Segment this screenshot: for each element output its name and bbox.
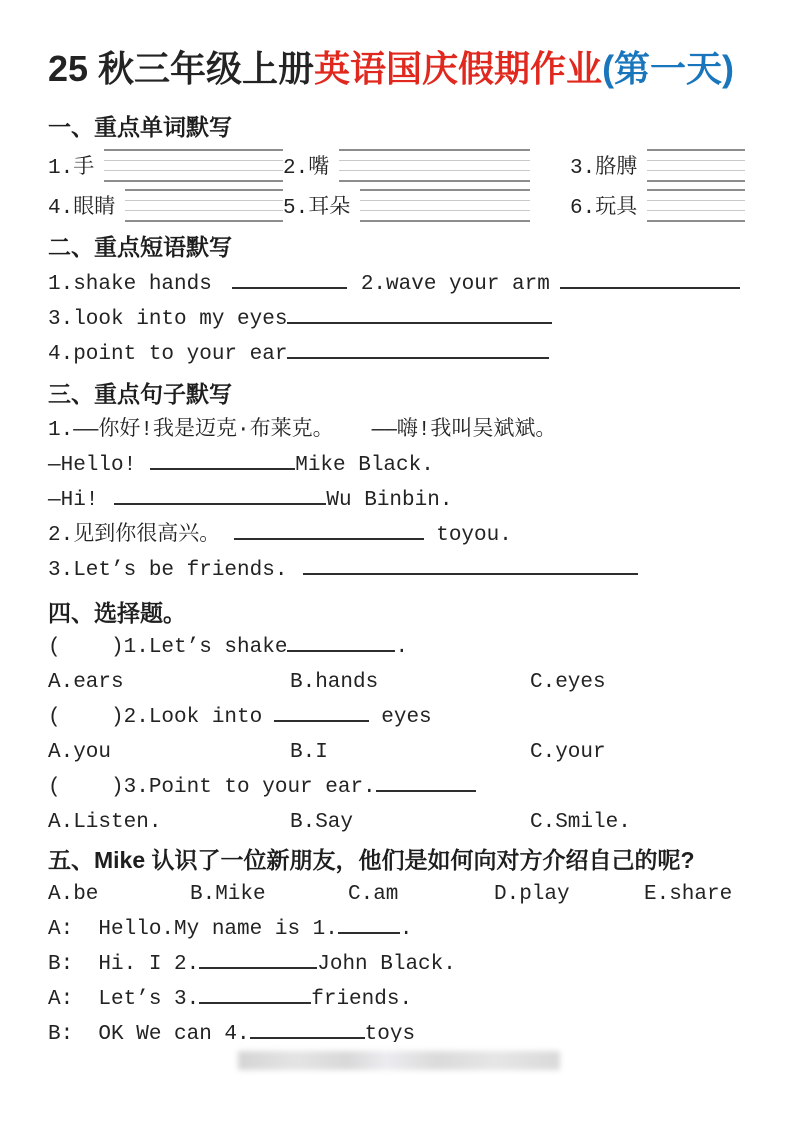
word-label: 4.眼睛 [48,197,116,220]
option-e: E.share [644,883,733,906]
option-b: B.hands [290,671,379,694]
answer-blank [199,1002,311,1004]
sentence-cn-2: ——嗨!我叫吴斌斌。 [371,419,557,442]
sentence-en: —Hi! [48,489,99,512]
word-item-2 [283,149,530,182]
phrase-3: 3.look into my eyes [48,308,288,331]
phrase-4: 4.point to your ear [48,343,288,366]
sentence-line-2 [48,448,745,483]
page-title [48,46,745,92]
option-c: C.Smile. [530,811,631,834]
title-prefix: 25 秋三年级上册 [48,48,315,89]
mc-options-1 [48,665,745,700]
word-label: 3.胳膊 [570,157,638,180]
section3-heading: 三、重点句子默写 [48,381,232,407]
option-a: A.ears [48,671,124,694]
option-d: D.play [494,883,570,906]
sentence-en: 3.Let’s be friends. [48,559,288,582]
writing-guide [104,149,283,182]
option-a: A.be [48,883,99,906]
answer-blank [150,468,295,470]
answer-blank [114,503,326,505]
word-row-1 [48,145,745,185]
section5-heading: 五、Mike 认识了一位新朋友，他们是如何向对方介绍自己的呢? [48,847,695,873]
dialogue-tail: John Black. [317,953,456,976]
word-bank [48,877,745,912]
option-b: B.Mike [190,883,266,906]
word-item-6 [570,189,745,222]
mc-options-3 [48,805,745,840]
section2-heading: 二、重点短语默写 [48,234,232,260]
sentence-line-4 [48,518,745,553]
word-item-4 [48,189,283,222]
mc-question-2 [48,700,745,735]
writing-guide [125,189,283,222]
sentence-line-3 [48,483,745,518]
option-b: B.I [290,741,328,764]
dialogue-tail: . [399,918,413,941]
writing-guide [647,149,745,182]
phrase-2: 2.wave your arm [360,273,550,296]
phrase-line-1 [48,267,745,302]
option-c: C.eyes [530,671,606,694]
sentence-en-tail: Wu Binbin. [326,489,453,512]
option-c: C.your [530,741,606,764]
answer-blank [338,932,400,934]
sentence-en-tail: Mike Black. [295,454,434,477]
sentence-cn: 2.见到你很高兴。 [48,524,221,547]
word-label: 5.耳朵 [283,197,351,220]
answer-blank [232,287,347,289]
answer-blank [303,573,638,575]
dialogue-text: A: Let’s 3. [48,988,200,1011]
dialogue-text: A: Hello.My name is 1. [48,918,338,941]
sentence-en-tail: toyou. [436,524,512,547]
dialogue-text: B: Hi. I 2. [48,953,200,976]
answer-blank [250,1037,365,1039]
word-item-3 [570,149,745,182]
question-text: ( )3.Point to your ear. [48,776,376,799]
question-text: ( )1.Let’s shake [48,636,288,659]
answer-blank [560,287,740,289]
answer-blank [376,790,476,792]
answer-blank [199,967,317,969]
word-label: 6.玩具 [570,197,638,220]
writing-guide [339,149,530,182]
mc-question-1 [48,630,745,665]
option-a: A.Listen. [48,811,162,834]
question-text: ( )2.Look into [48,706,263,729]
answer-blank [274,720,369,722]
writing-guide [360,189,530,222]
blurred-watermark [238,1051,560,1070]
option-b: B.Say [290,811,354,834]
dialogue-tail: toys [364,1023,416,1042]
dialogue-tail: friends. [311,988,413,1011]
section4-heading: 四、选择题。 [48,600,186,626]
option-c: C.am [348,883,399,906]
title-suffix: (第一天) [602,48,735,89]
phrase-1: 1.shake hands [48,273,212,296]
cropped-bottom-line [48,1017,745,1042]
word-item-5 [283,189,530,222]
sentence-cn-1: 1.——你好!我是迈克·布莱克。 [48,419,334,442]
word-label: 1.手 [48,157,95,180]
option-a: A.you [48,741,112,764]
answer-blank [234,538,424,540]
phrase-line-2 [48,302,745,337]
mc-options-2 [48,735,745,770]
question-tail: . [395,636,409,659]
mc-question-3 [48,770,745,805]
dialogue-line-3 [48,982,745,1017]
title-highlight: 英语国庆假期作业 [314,48,603,89]
phrase-line-3 [48,337,745,372]
word-row-2 [48,185,745,225]
answer-blank [287,650,395,652]
word-item-1 [48,149,283,182]
sentence-line-5 [48,553,745,588]
sentence-en: —Hello! [48,454,137,477]
dialogue-line-2 [48,947,745,982]
answer-blank [287,322,552,324]
question-tail: eyes [381,706,432,729]
dialogue-line-4 [48,1017,745,1042]
dialogue-line-1 [48,912,745,947]
dialogue-text: B: OK We can 4. [48,1023,250,1042]
answer-blank [287,357,549,359]
writing-guide [647,189,745,222]
word-label: 2.嘴 [283,157,330,180]
section1-heading: 一、重点单词默写 [48,114,232,140]
sentence-line-1 [48,413,745,448]
